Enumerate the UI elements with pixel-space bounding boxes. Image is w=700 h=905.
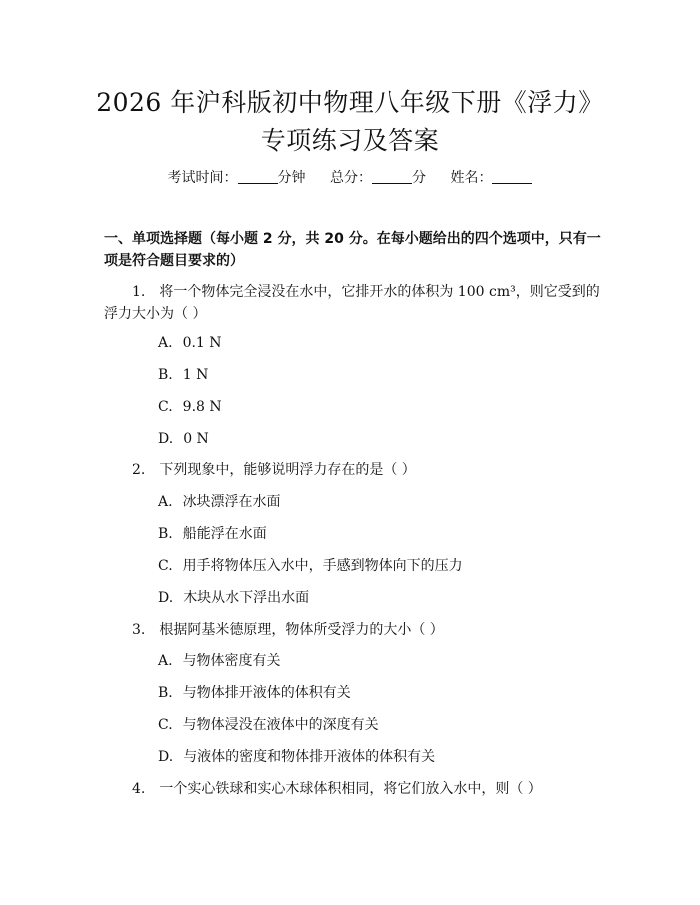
exam-time-label: 考试时间： (167, 170, 238, 186)
question-2-option-b (158, 524, 267, 544)
document-title-line-2: 专项练习及答案 (260, 126, 440, 155)
question-1-option-b (158, 365, 208, 385)
option-text: 木块从水下浮出水面 (183, 590, 310, 606)
question-3 (104, 619, 604, 641)
question-1-option-c (158, 397, 222, 417)
question-text: 将一个物体完全浸没在水中，它排开水的体积为 100 cm³，则它受到的浮力大小为（ ） (104, 284, 600, 322)
question-text: 一个实心铁球和实心木球体积相同，将它们放入水中，则（ ） (159, 781, 542, 797)
question-number: 4. (132, 781, 146, 797)
option-letter: D. (158, 431, 174, 447)
exam-time-unit: 分钟 (277, 170, 306, 186)
option-letter: B. (158, 367, 173, 383)
option-text: 9.8 N (182, 399, 222, 415)
option-text: 与物体排开液体的体积有关 (182, 685, 351, 701)
question-4 (104, 778, 604, 800)
question-2-option-a (158, 492, 281, 512)
total-score-field (330, 170, 426, 186)
exam-time-blank (238, 169, 278, 184)
total-score-label: 总分： (330, 170, 372, 186)
student-name-label: 姓名： (450, 170, 493, 186)
question-1-option-d (158, 429, 209, 449)
option-letter: B. (158, 685, 173, 701)
option-text: 与物体密度有关 (182, 653, 281, 669)
option-letter: C. (158, 399, 173, 415)
option-letter: A. (158, 335, 173, 351)
option-text: 0.1 N (182, 335, 222, 351)
question-text: 下列现象中，能够说明浮力存在的是（ ） (159, 462, 416, 478)
question-text: 根据阿基米德原理，物体所受浮力的大小（ ） (159, 622, 444, 638)
question-1-option-a (158, 333, 222, 353)
document-title-line-1: 2026 年沪科版初中物理八年级下册《浮力》 (96, 88, 604, 117)
option-text: 与液体的密度和物体排开液体的体积有关 (183, 749, 436, 765)
question-3-option-c (158, 715, 379, 735)
section-heading: 一、单项选择题（每小题 2 分，共 20 分。在每小题给出的四个选项中，只有一项是符合题目要求的） (104, 231, 601, 269)
option-text: 1 N (182, 367, 209, 383)
option-letter: D. (158, 749, 174, 765)
option-text: 冰块漂浮在水面 (182, 494, 281, 510)
option-letter: A. (158, 494, 173, 510)
question-1 (104, 281, 604, 325)
option-text: 用手将物体压入水中，手感到物体向下的压力 (182, 558, 463, 574)
question-3-option-a (158, 651, 281, 671)
student-name-blank (492, 169, 532, 184)
option-letter: B. (158, 526, 173, 542)
question-number: 1. (132, 284, 146, 300)
total-score-unit: 分 (412, 170, 426, 186)
option-text: 0 N (183, 431, 209, 447)
option-letter: A. (158, 653, 173, 669)
option-letter: C. (158, 558, 173, 574)
question-2-option-c (158, 556, 463, 576)
question-number: 3. (132, 622, 146, 638)
option-text: 船能浮在水面 (182, 526, 267, 542)
exam-info (0, 168, 700, 188)
question-3-option-b (158, 683, 351, 703)
option-text: 与物体浸没在液体中的深度有关 (182, 717, 379, 733)
total-score-blank (372, 169, 412, 184)
exam-time-field (168, 170, 306, 186)
option-letter: C. (158, 717, 173, 733)
question-number: 2. (132, 462, 146, 478)
question-2-option-d (158, 588, 309, 608)
question-2 (104, 459, 604, 481)
student-name-field (450, 170, 532, 186)
option-letter: D. (158, 590, 174, 606)
question-3-option-d (158, 747, 435, 767)
